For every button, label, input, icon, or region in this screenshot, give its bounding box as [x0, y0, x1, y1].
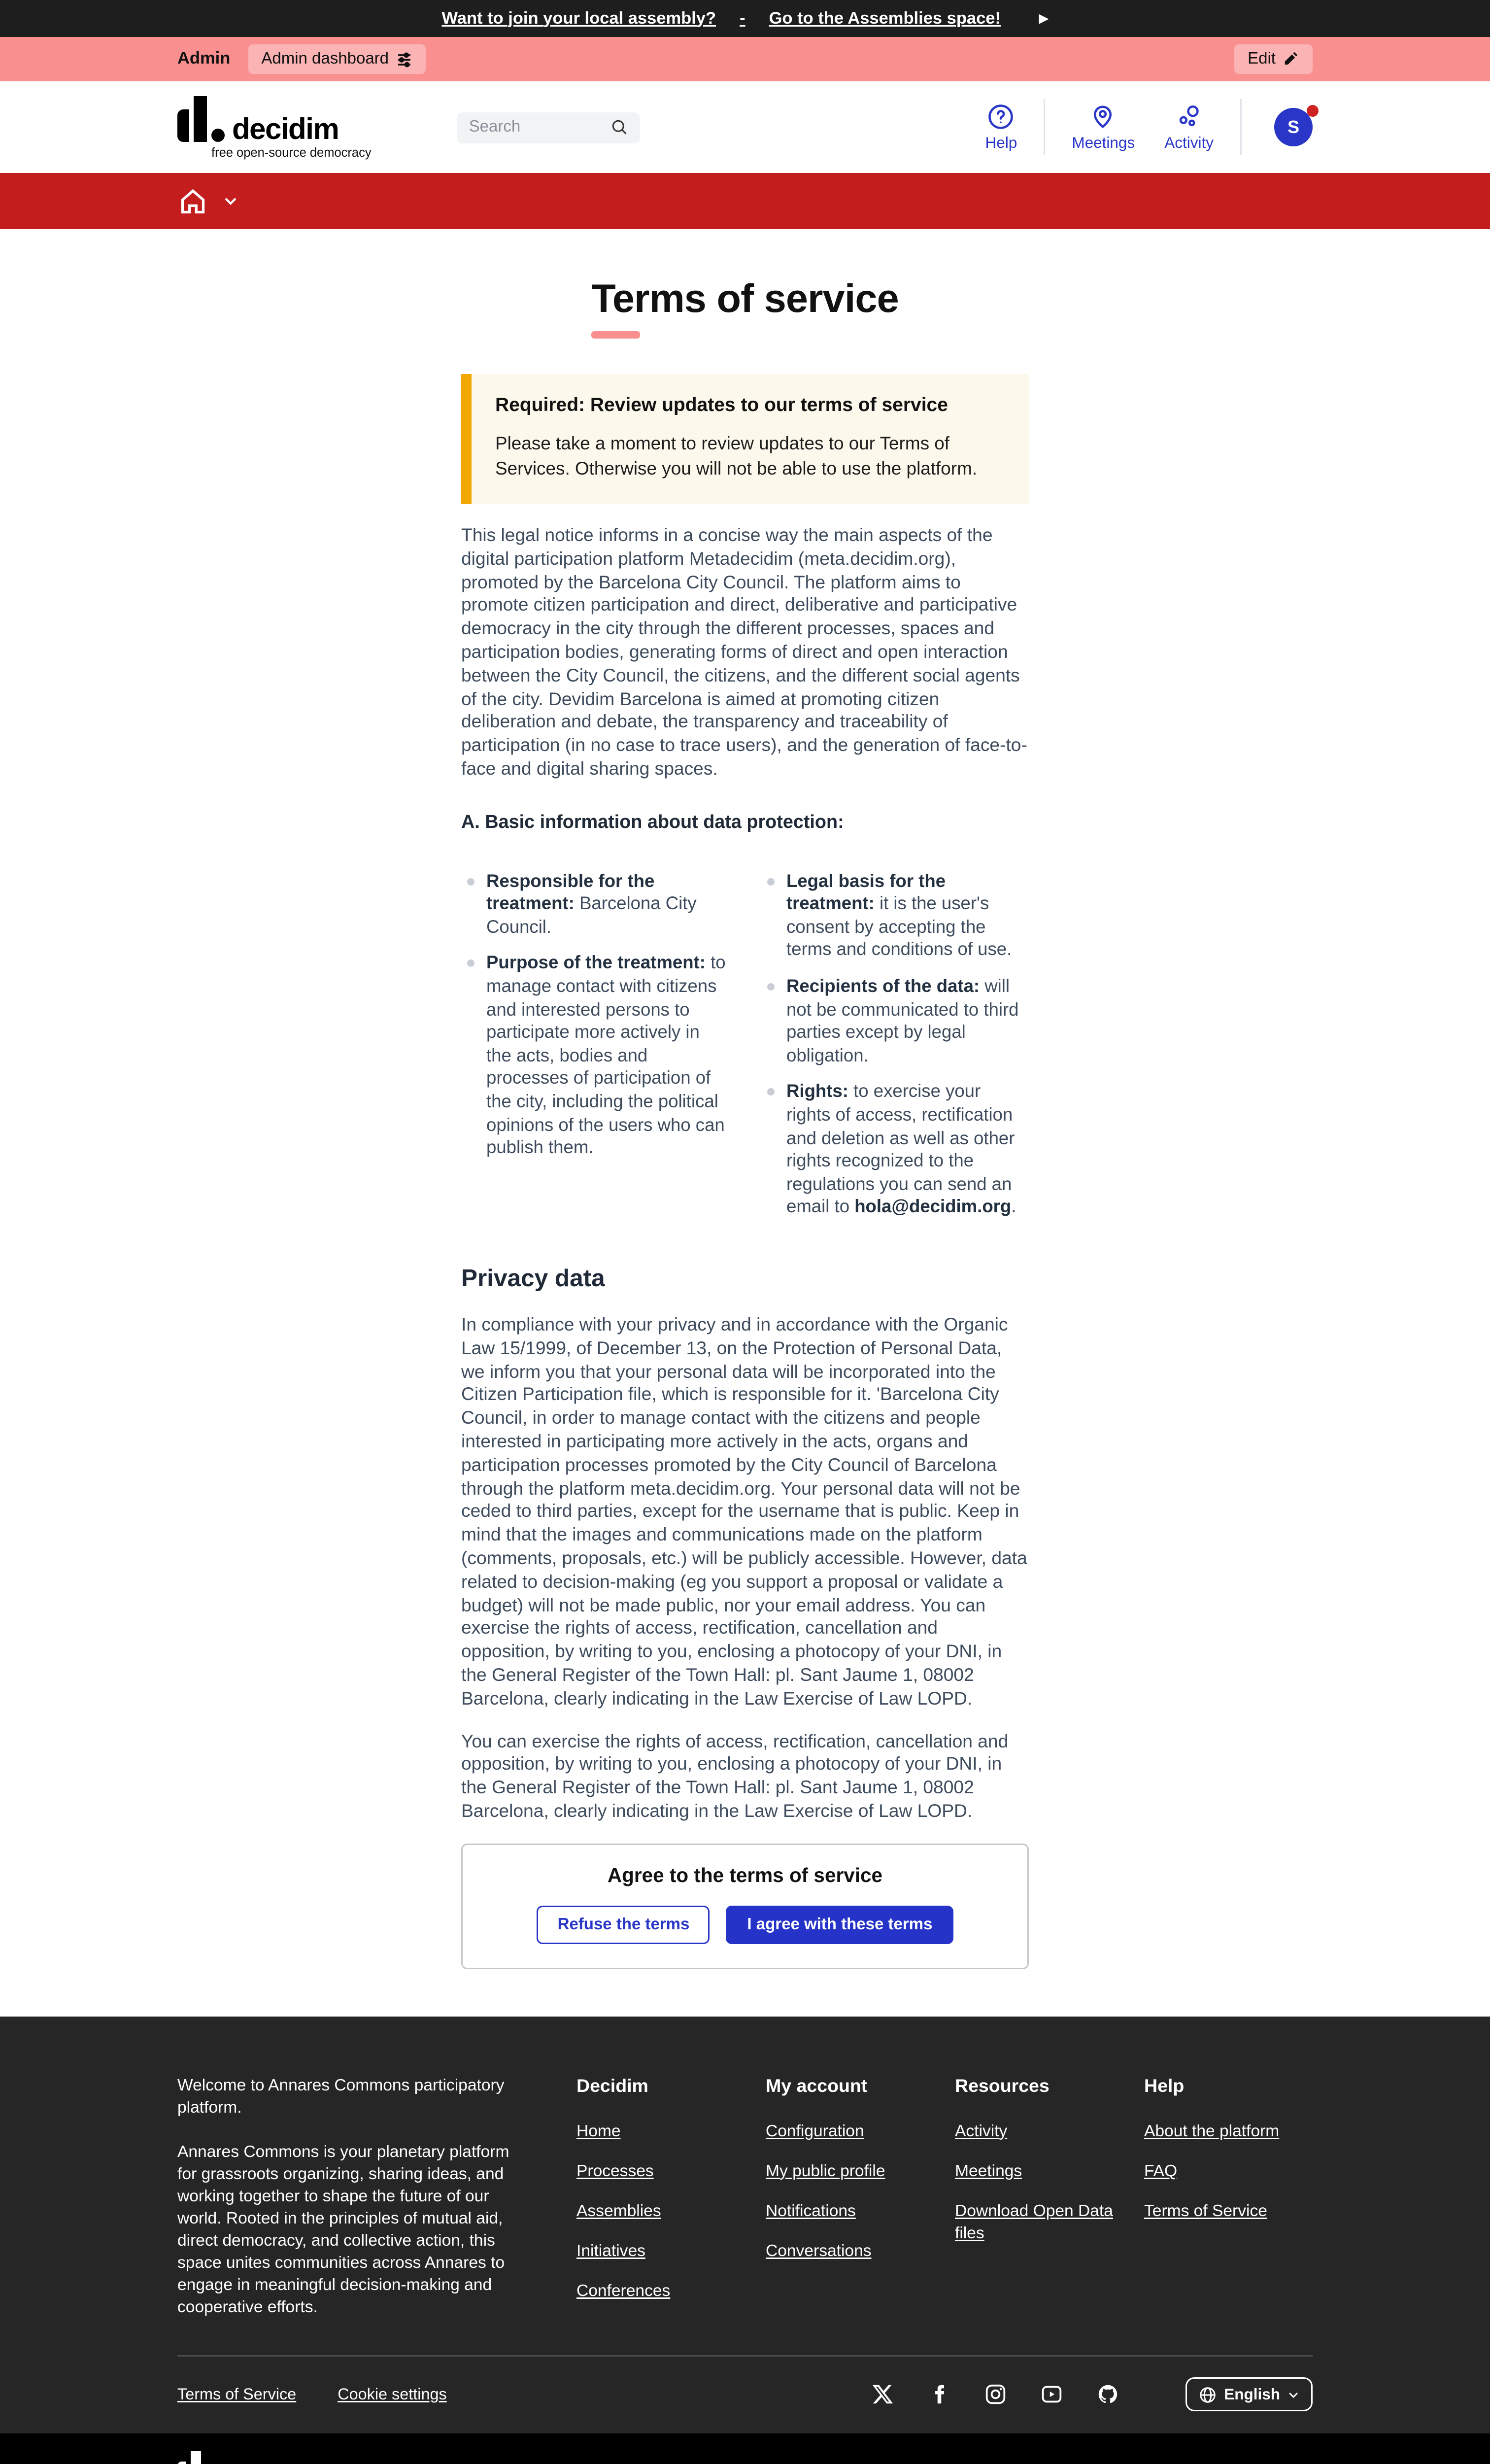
footer-link-meetings[interactable]: Meetings [955, 2162, 1022, 2181]
title-block [461, 276, 1029, 339]
footer-link-assemblies[interactable]: Assemblies [576, 2202, 661, 2221]
instagram-icon[interactable] [984, 2384, 1007, 2406]
agree-heading: Agree to the terms of service [607, 1864, 883, 1886]
edit-label: Edit [1248, 50, 1276, 68]
logo-bar-icon [191, 2451, 201, 2464]
chevron-down-icon [1287, 2389, 1299, 2400]
decidim-logo[interactable] [177, 96, 372, 159]
help-nav-label: Help [985, 134, 1017, 152]
footer-column-help [1144, 2075, 1316, 2319]
privacy-data-heading: Privacy data [461, 1266, 605, 1293]
footer-column-heading: Resources [955, 2075, 1050, 2096]
notice-body: Please take a moment to review updates to our Terms of Services. Otherwise you will not be able to use the platform. [495, 433, 978, 479]
play-arrow-icon[interactable]: ▶ [1039, 12, 1049, 25]
footer-link-conversations[interactable]: Conversations [766, 2242, 872, 2260]
logo-bar-icon [194, 96, 207, 141]
footer-link-my-public-profile[interactable]: My public profile [766, 2162, 885, 2181]
user-avatar[interactable] [1274, 108, 1313, 146]
footer-column-resources [955, 2075, 1126, 2319]
admin-label: Admin [177, 50, 231, 68]
logo-dot-icon [211, 128, 225, 141]
footer-link-processes[interactable]: Processes [576, 2162, 654, 2181]
main-navbar [0, 173, 1490, 229]
search-input[interactable] [469, 118, 602, 136]
cookie-settings-link[interactable]: Cookie settings [338, 2386, 447, 2404]
logo-bar-icon [177, 109, 189, 141]
meetings-nav-label: Meetings [1072, 134, 1135, 152]
chevron-down-icon[interactable] [223, 194, 238, 208]
footer-link-activity[interactable]: Activity [955, 2122, 1008, 2141]
activity-nav-label: Activity [1164, 134, 1214, 152]
sliders-icon [396, 51, 412, 68]
list-item: Rights: to exercise your rights of access, rectification and deletion as well as other rights recognized to the regulations you can send an email to hola@decidim.org. [767, 1081, 1029, 1220]
notice-title: Required: Review updates to our terms of service [495, 393, 948, 415]
list-item: Legal basis for the treatment: it is the user's consent by accepting the terms and conditions of use. [767, 870, 1029, 962]
bullet-column-right [767, 870, 1029, 1233]
x-twitter-icon[interactable] [872, 2384, 894, 2406]
list-item: Responsible for the treatment: Barcelona City Council. [467, 870, 729, 939]
footer-link-terms[interactable]: Terms of Service [1144, 2202, 1267, 2221]
announcement-bar [0, 0, 1490, 37]
youtube-icon[interactable] [1041, 2384, 1063, 2406]
map-pin-icon [1090, 103, 1117, 130]
help-icon [988, 103, 1015, 130]
footer-link-initiatives[interactable]: Initiatives [576, 2242, 645, 2260]
footer [0, 2016, 1490, 2433]
terms-of-service-link[interactable]: Terms of Service [177, 2386, 297, 2404]
facebook-icon[interactable] [928, 2384, 950, 2406]
legal-intro-paragraph: This legal notice informs in a concise way the main aspects of the digital participation platform Metadecidim (meta.decidim.org), promoted by the Barcelona City Council. The platform aims to promote citizen participation and direct, deliberative and participative democracy in the city through the different processes, spaces and participation bodies, generating forms of direct and open interaction between the City Council, the citizens, and the different social agents of the city. Devidim Barcelona is aimed at promoting citizen deliberation and debate, the transparency and traceability of participation (in no case to trace users), and the generation of face-to-face and digital sharing spaces. [461, 524, 1027, 779]
footer-bottom-bar [177, 2356, 1313, 2433]
footer-column-heading: Help [1144, 2075, 1185, 2096]
list-item: Recipients of the data: will not be communicated to third parties except by legal obligation. [767, 976, 1029, 1068]
activity-nav-item[interactable] [1150, 103, 1228, 152]
header-nav [971, 99, 1313, 155]
footer-welcome-text: Welcome to Annares Commons participatory platform. [177, 2077, 505, 2117]
logo-wordmark: decidim [232, 113, 339, 146]
footer-column-heading: My account [766, 2075, 868, 2096]
bottom-brand-bar [0, 2433, 1490, 2464]
footer-link-open-data[interactable]: Download Open Data files [955, 2202, 1113, 2243]
admin-dashboard-label: Admin dashboard [261, 50, 389, 68]
meetings-nav-item[interactable] [1057, 103, 1150, 152]
footer-about [177, 2075, 559, 2319]
list-item: Purpose of the treatment: to manage contact with citizens and interested persons to participate more actively in the acts, bodies and processes of participation of the city, including the political opinions of the users who can publish them. [467, 953, 729, 1160]
data-protection-list [461, 870, 1029, 1233]
agree-terms-button[interactable]: I agree with these terms [726, 1905, 953, 1944]
header-divider [1044, 99, 1045, 155]
site-header [0, 81, 1490, 173]
notification-dot [1307, 105, 1319, 117]
admin-bar [0, 37, 1490, 81]
footer-link-about-platform[interactable]: About the platform [1144, 2122, 1280, 2141]
title-underline [591, 331, 640, 339]
footer-column-decidim [576, 2075, 748, 2319]
main-content [461, 229, 1029, 1969]
assemblies-space-link[interactable]: Go to the Assemblies space! [769, 9, 1001, 28]
assembly-question-link[interactable]: Want to join your local assembly? [441, 9, 716, 28]
admin-dashboard-button[interactable] [248, 44, 426, 74]
search-box [457, 112, 641, 143]
refuse-terms-button[interactable]: Refuse the terms [537, 1905, 711, 1944]
search-icon[interactable] [611, 118, 629, 136]
logo-tagline: free open-source democracy [211, 144, 372, 159]
footer-link-home[interactable]: Home [576, 2122, 621, 2141]
logo-bar-icon [177, 2461, 186, 2464]
footer-column-heading: Decidim [576, 2075, 648, 2096]
footer-link-faq[interactable]: FAQ [1144, 2162, 1178, 2181]
bullet-icon [767, 983, 775, 991]
header-divider [1240, 99, 1242, 155]
announcement-separator: - [740, 9, 745, 28]
privacy-paragraph-1: In compliance with your privacy and in accordance with the Organic Law 15/1999, of December 13, on the Protection of Personal Data, we inform you that your personal data will be incorporated into the Citizen Participation file, which is responsible for it. 'Barcelona City Council, in order to manage contact with the citizens and people interested in participating more actively in the acts, organs and participation processes promoted by the City Council of Barcelona through the platform meta.decidim.org. Your personal data will not be ceded to third parties, except for the username that is public. Keep in mind that the images and communications made on the platform (comments, proposals, etc.) will be publicly accessible. However, data related to decision-making (eg you support a proposal or validate a budget) will not be made public, nor your email address. You can exercise the rights of access, rectification, cancellation and opposition, by writing to you, enclosing a photocopy of your DNI, in the General Register of the Town Hall: pl. Sant Jaume 1, 08002 Barcelona, clearly indicating in the Law Exercise of Law LOPD. [461, 1314, 1027, 1709]
footer-link-conferences[interactable]: Conferences [576, 2282, 671, 2300]
pencil-icon [1283, 51, 1299, 68]
bullet-icon [467, 960, 474, 967]
bullet-icon [767, 878, 775, 885]
help-nav-item[interactable] [971, 103, 1032, 152]
home-icon[interactable] [177, 186, 208, 217]
footer-column-my-account [766, 2075, 937, 2319]
required-review-notice [461, 374, 1029, 504]
bullet-icon [767, 1089, 775, 1096]
data-protection-heading: A. Basic information about data protection: [461, 811, 844, 832]
language-label: English [1224, 2386, 1280, 2404]
footer-link-notifications[interactable]: Notifications [766, 2202, 856, 2221]
bullet-column-left [467, 870, 729, 1233]
social-icons [872, 2378, 1313, 2412]
page-title: Terms of service [591, 276, 899, 321]
footer-description-text: Annares Commons is your planetary platform for grassroots organizing, sharing ideas, and working together to shape the future of our world. Rooted in the principles of mutual aid, direct democracy, and collective action, this space unites communities across Annares to engage in meaningful decision-making and cooperative efforts. [177, 2143, 509, 2317]
avatar-initial: S [1287, 117, 1299, 137]
globe-icon [1199, 2386, 1217, 2403]
edit-button[interactable] [1234, 44, 1313, 74]
decidim-footer-logo[interactable] [177, 2451, 424, 2464]
privacy-paragraph-2: You can exercise the rights of access, rectification, cancellation and opposition, by writing to you, enclosing a photocopy of your DNI, in the General Register of the Town Hall: pl. Sant Jaume 1, 08002 Barcelona, clearly indicating in the Law Exercise of Law LOPD. [461, 1730, 1009, 1821]
language-selector[interactable] [1185, 2378, 1313, 2412]
bullet-icon [467, 878, 474, 885]
activity-bubbles-icon [1176, 103, 1202, 130]
agree-terms-card [461, 1843, 1029, 1969]
footer-link-configuration[interactable]: Configuration [766, 2122, 864, 2141]
github-icon[interactable] [1097, 2384, 1119, 2406]
